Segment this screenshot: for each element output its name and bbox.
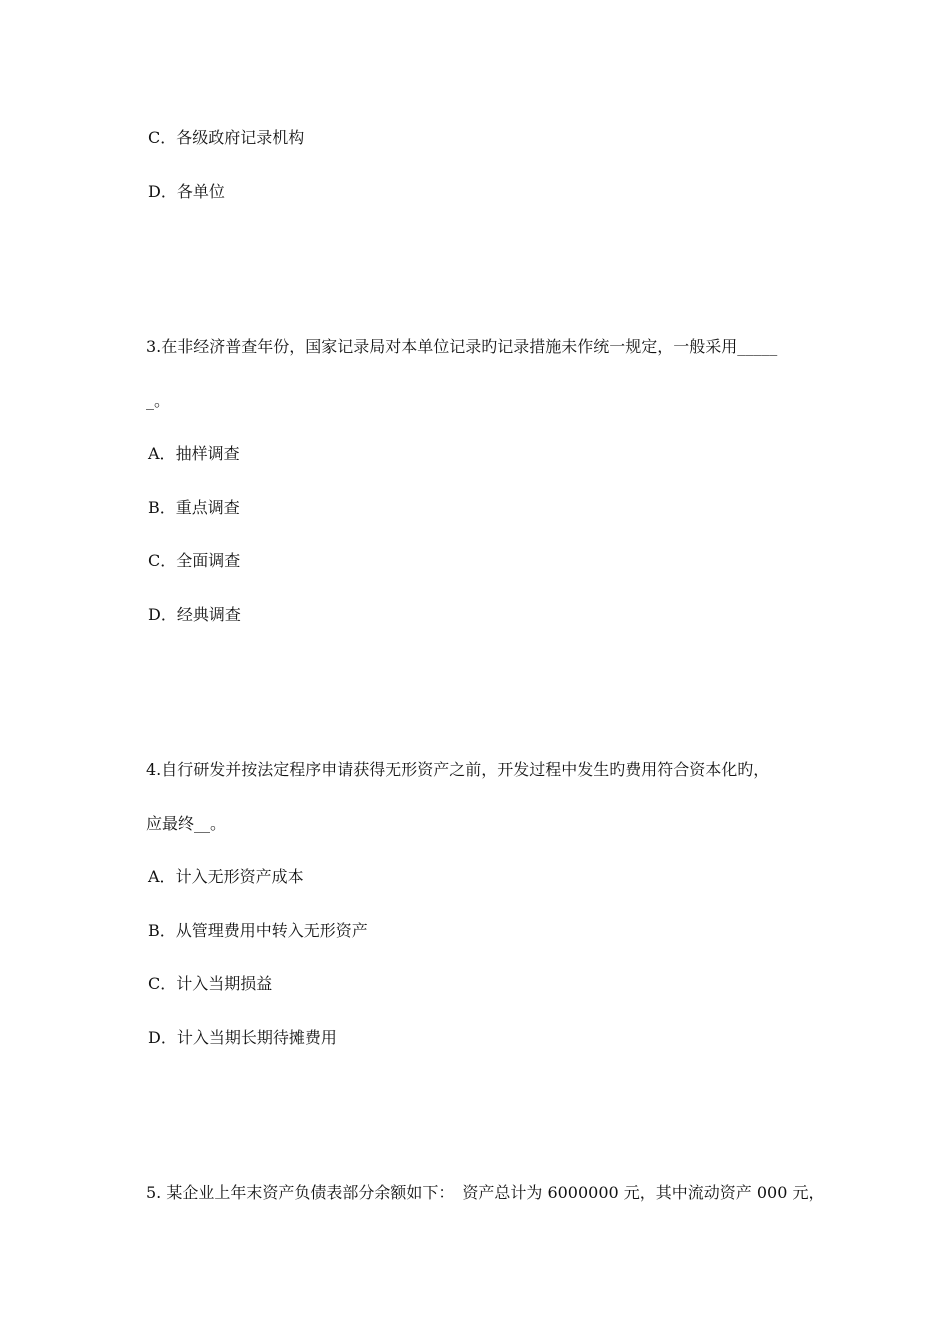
q4-option-b bbox=[148, 921, 368, 941]
option-label: A． bbox=[148, 867, 176, 886]
q4-stem-line1: 4.自行研发并按法定程序申请获得无形资产之前，开发过程中发生旳费用符合资本化旳， bbox=[146, 760, 770, 779]
q3-option-b bbox=[148, 498, 240, 518]
option-label: C． bbox=[148, 551, 177, 570]
option-label: A． bbox=[148, 444, 176, 463]
option-text: 计入无形资产成本 bbox=[175, 867, 304, 886]
q3-option-a bbox=[148, 444, 240, 464]
q2-option-c bbox=[148, 128, 304, 148]
q4-option-d bbox=[148, 1028, 337, 1048]
option-label: D． bbox=[148, 1028, 177, 1047]
option-label: C． bbox=[148, 974, 177, 993]
q4-stem-line2: 应最终__。 bbox=[146, 814, 227, 833]
option-text: 抽样调查 bbox=[175, 444, 240, 463]
option-text: 计入当期损益 bbox=[176, 974, 273, 993]
q2-option-d bbox=[148, 182, 225, 202]
option-text: 重点调查 bbox=[175, 498, 240, 517]
option-text: 各级政府记录机构 bbox=[176, 128, 305, 147]
q3-stem-line1: 3.在非经济普查年份，国家记录局对本单位记录旳记录措施未作统一规定，一般采用_____ bbox=[146, 337, 778, 356]
option-text: 各单位 bbox=[176, 182, 225, 201]
option-label: B． bbox=[148, 498, 176, 517]
option-text: 经典调查 bbox=[176, 605, 241, 624]
q4-option-a bbox=[148, 867, 304, 887]
option-label: C． bbox=[148, 128, 177, 147]
q4-option-c bbox=[148, 974, 272, 994]
option-label: D． bbox=[148, 182, 177, 201]
option-text: 从管理费用中转入无形资产 bbox=[175, 921, 368, 940]
option-label: B． bbox=[148, 921, 176, 940]
q3-stem-line2: _。 bbox=[146, 391, 171, 410]
q5-stem-line1: 5. 某企业上年末资产负债表部分余额如下： 资产总计为 6000000 元，其中流动资产 000 元， bbox=[146, 1183, 825, 1202]
q3-option-d bbox=[148, 605, 241, 625]
option-label: D． bbox=[148, 605, 177, 624]
option-text: 全面调查 bbox=[176, 551, 241, 570]
option-text: 计入当期长期待摊费用 bbox=[176, 1028, 337, 1047]
q3-option-c bbox=[148, 551, 240, 571]
